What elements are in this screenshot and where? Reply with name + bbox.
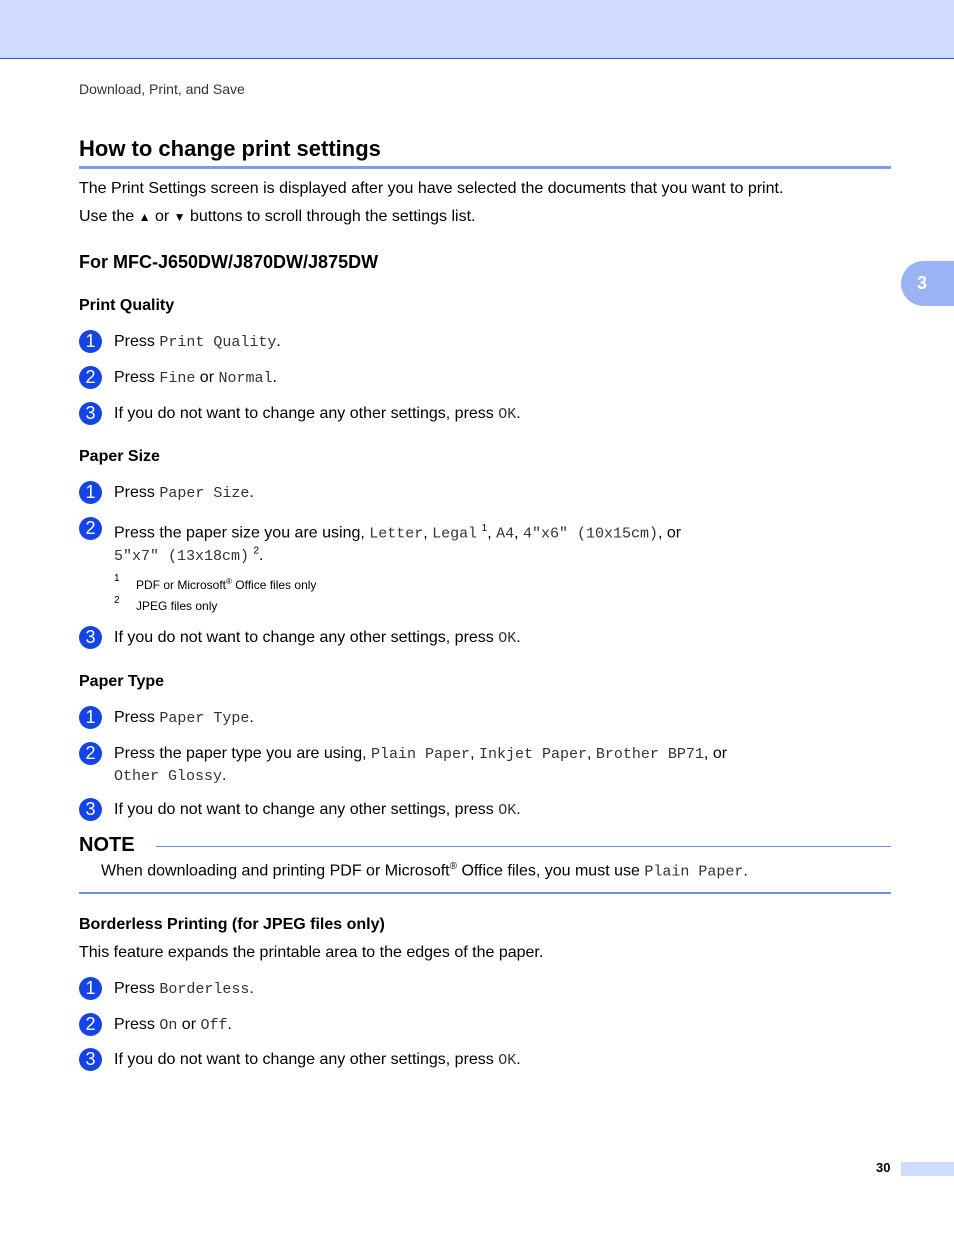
up-arrow-icon: ▲	[138, 210, 151, 224]
breadcrumb: Download, Print, and Save	[79, 81, 245, 97]
step-number-badge: 2	[79, 1013, 102, 1036]
step-number-badge: 3	[79, 626, 102, 649]
step-number-badge: 1	[79, 706, 102, 729]
step-number-badge: 2	[79, 742, 102, 765]
step-number-badge: 1	[79, 330, 102, 353]
note-text: When downloading and printing PDF or Microsoft® Office files, you must use Plain Paper.	[101, 861, 748, 881]
note-title: NOTE	[79, 834, 135, 856]
step-number-badge: 3	[79, 798, 102, 821]
paper-type-step-2-continuation: Other Glossy.	[114, 767, 227, 785]
step-number-badge: 2	[79, 517, 102, 540]
page-title: How to change print settings	[79, 136, 891, 169]
page-header-bar	[0, 0, 954, 59]
paper-size-heading: Paper Size	[79, 448, 160, 465]
paper-type-heading: Paper Type	[79, 673, 165, 690]
note-divider-bottom	[79, 892, 891, 894]
intro-line-2: Use the ▲ or ▼ buttons to scroll through the settings list.	[79, 208, 476, 225]
borderless-description: This feature expands the printable area to the edges of the paper.	[79, 944, 544, 961]
borderless-heading: Borderless Printing (for JPEG files only)	[79, 916, 385, 933]
page-number: 30	[876, 1160, 891, 1175]
step-number-badge: 2	[79, 366, 102, 389]
paper-size-step-2-continuation: 5"x7" (13x18cm) $^2$.	[114, 546, 264, 566]
chapter-tab: 3	[901, 261, 954, 306]
print-quality-heading: Print Quality	[79, 297, 175, 314]
down-arrow-icon: ▼	[173, 210, 186, 224]
note-divider-top	[156, 846, 891, 847]
step-number-badge: 1	[79, 977, 102, 1000]
step-number-badge: 1	[79, 481, 102, 504]
model-heading: For MFC-J650DW/J870DW/J875DW	[79, 252, 379, 272]
page-number-bar	[901, 1162, 954, 1176]
step-number-badge: 3	[79, 1048, 102, 1071]
step-number-badge: 3	[79, 402, 102, 425]
intro-line-1: The Print Settings screen is displayed after you have selected the documents that you want to print.	[79, 180, 784, 197]
